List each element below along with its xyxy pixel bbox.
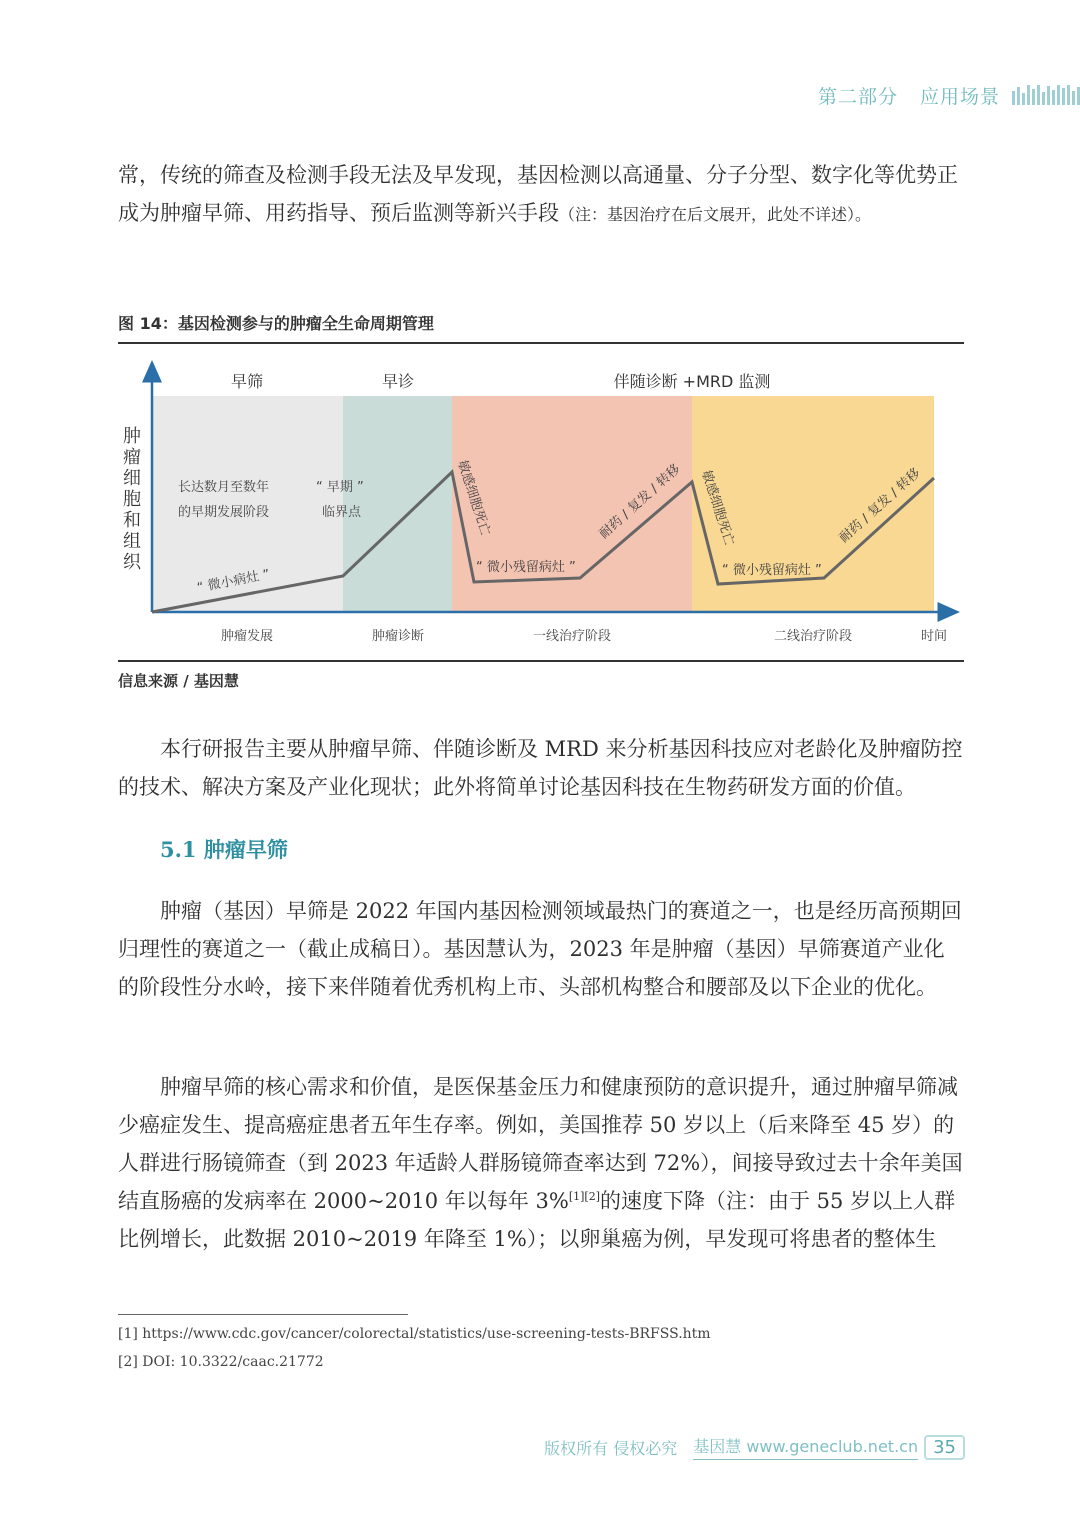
scene-label: 应用场景: [919, 85, 1000, 108]
figure: [118, 356, 964, 662]
lifecycle-diagram: [118, 356, 964, 662]
annotation-micro-lesion: “ 微小病灶 ”: [195, 567, 272, 596]
site-link[interactable]: 基因慧 www.geneclub.net.cn: [693, 1434, 918, 1460]
citation-ref[interactable]: [1][2]: [568, 1190, 600, 1203]
body-paragraph-1: 本行研报告主要从肿瘤早筛、伴随诊断及 MRD 来分析基因科技应对老龄化及肿瘤防控的技术、解决方案及产业化现状；此外将简单讨论基因科技在生物药研发方面的价值。: [118, 737, 963, 799]
annotation-early-2: 临界点: [322, 505, 362, 520]
intro-note: （注：基因治疗在后文展开，此处不详述）。: [559, 205, 872, 224]
figure-title: 图 14：基因检测参与的肿瘤全生命周期管理: [118, 311, 964, 344]
stage-label-first-line: 一线治疗阶段: [532, 629, 612, 644]
page-footer: [544, 1434, 965, 1460]
footnote-1[interactable]: [1] https://www.cdc.gov/cancer/colorectal/statistics/use-screening-tests-BRFSS.htm: [118, 1326, 711, 1342]
phase-bg-early-diagnosis: [343, 396, 452, 612]
phase-label-early-screening: 早筛: [230, 372, 264, 391]
section-title: [818, 82, 1000, 109]
stage-label-development: 肿瘤发展: [220, 629, 274, 644]
phase-label-companion-mrd: 伴随诊断 +MRD 监测: [613, 372, 771, 391]
annotation-early-1: “ 早期 ”: [316, 480, 364, 495]
body-paragraph-3: [118, 1068, 964, 1258]
copyright-text: 版权所有 侵权必究: [544, 1438, 678, 1458]
annotation-long-period-2: 的早期发展阶段: [178, 505, 270, 520]
annotation-mrd-1: “ 微小残留病灶 ”: [476, 560, 576, 575]
section-heading: 5.1 肿瘤早筛: [160, 837, 288, 862]
decorative-bars-icon: [1012, 85, 1080, 105]
footnote-2: [2] DOI: 10.3322/caac.21772: [118, 1354, 324, 1370]
page-header: [818, 80, 1080, 110]
annotation-mrd-2: “ 微小残留病灶 ”: [722, 563, 822, 578]
figure-source: 信息来源 / 基因慧: [118, 672, 239, 690]
annotation-resist-1: 耐药 / 复发 / 转移: [596, 461, 684, 542]
part-label: 第二部分: [817, 85, 898, 108]
annotation-resist-2: 耐药 / 复发 / 转移: [836, 465, 924, 546]
annotation-sensitive-death-1: 敏感细胞死亡: [454, 458, 493, 538]
intro-paragraph: [118, 156, 964, 234]
y-axis-label: 肿瘤细胞和组织: [123, 426, 141, 573]
intro-text: 常，传统的筛查及检测手段无法及早发现，基因检测以高通量、分子分型、数字化等优势正成为肿瘤早筛、用药指导、预后监测等新兴手段: [118, 163, 958, 225]
stage-label-second-line: 二线治疗阶段: [773, 629, 853, 644]
annotation-sensitive-death-2: 敏感细胞死亡: [698, 468, 737, 548]
figure-bottom-rule: [118, 660, 964, 662]
body-paragraph-3-a: 肿瘤早筛的核心需求和价值，是医保基金压力和健康预防的意识提升，通过肿瘤早筛减少癌症发生、提高癌症患者五年生存率。例如，美国推荐 50 岁以上（后来降至 45 岁）的人群进行肠镜筛查（到 2023 年适龄人群肠镜筛查率达到 72%），间接导致过去十余年美国结直肠癌的发病率在 2000~2010 年以每年 3%: [118, 1075, 963, 1213]
page-number: 35: [924, 1435, 965, 1460]
annotation-long-period-1: 长达数月至数年: [178, 480, 270, 495]
phase-label-early-diagnosis: 早诊: [381, 372, 415, 391]
stage-label-diagnosis: 肿瘤诊断: [371, 629, 425, 644]
body-paragraph-3-b: 的速度下降（注：由于 55 岁以上人群比例增长，此数据 2010~2019 年降至 1%）；以卵巢癌为例，早发现可将患者的整体生: [118, 1189, 956, 1251]
body-paragraph-2: 肿瘤（基因）早筛是 2022 年国内基因检测领域最热门的赛道之一，也是经历高预期回归理性的赛道之一（截止成稿日）。基因慧认为，2023 年是肿瘤（基因）早筛赛道产业化的阶段性分水岭，接下来伴随着优秀机构上市、头部机构整合和腰部及以下企业的优化。: [118, 899, 962, 999]
x-axis-end-label: 时间: [920, 629, 948, 644]
footnote-rule: [118, 1314, 408, 1315]
